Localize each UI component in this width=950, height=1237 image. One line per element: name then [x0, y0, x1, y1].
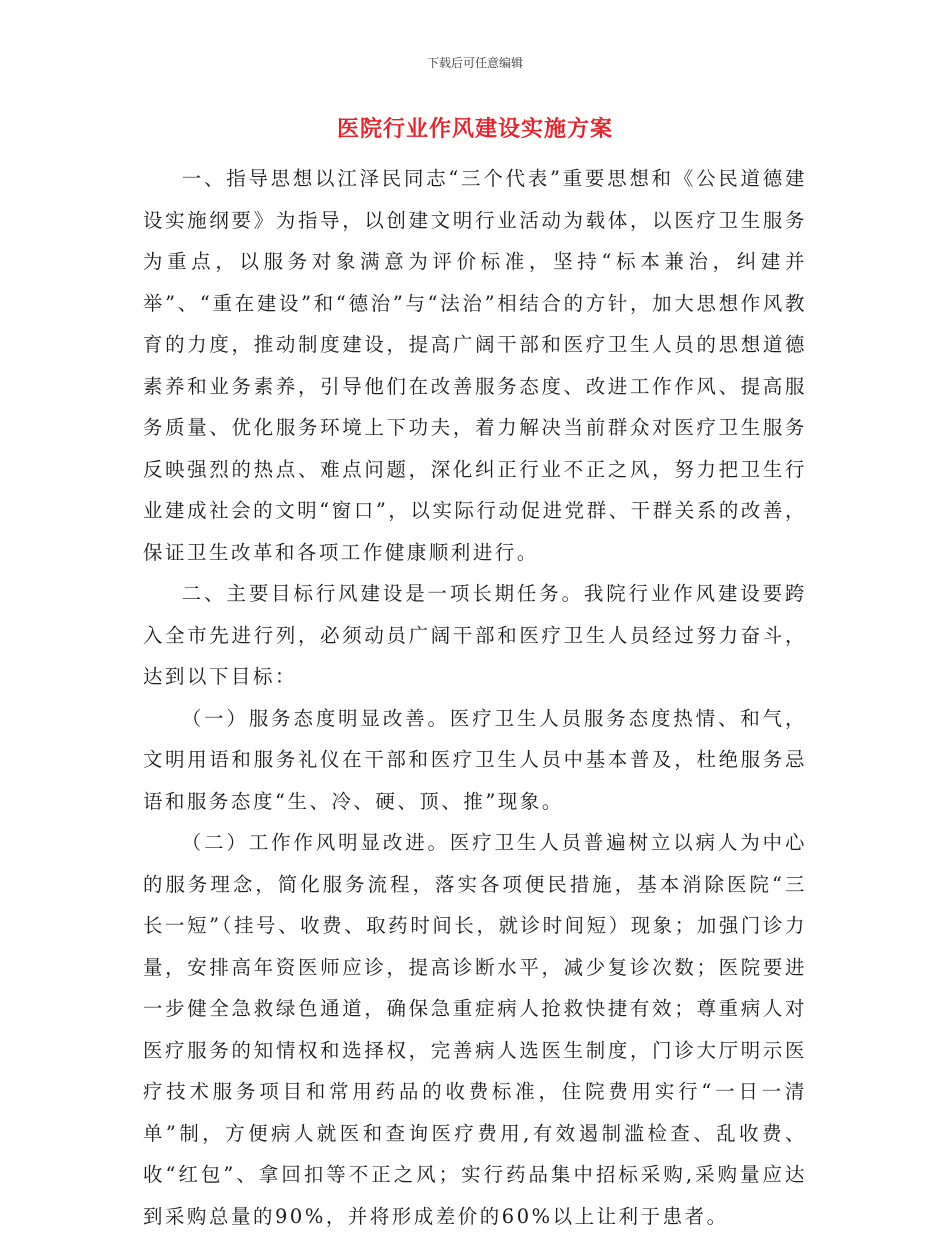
page-header: 下载后可任意编辑: [426, 56, 523, 70]
paragraph-service-attitude: （一）服务态度明显改善。医疗卫生人员服务态度热情、和气，文明用语和服务礼仪在干部和医疗卫生人员中基本普及，杜绝服务忌语和服务态度“生、冷、硬、顶、推”现象。: [143, 706, 807, 813]
paragraph-main-goals: 二、主要目标行风建设是一项长期任务。我院行业作风建设要跨入全市先进行列，必须动员广阔干部和医疗卫生人员经过努力奋斗，达到以下目标：: [143, 582, 807, 688]
paragraph-work-style: （二）工作作风明显改进。医疗卫生人员普遍树立以病人为中心的服务理念，简化服务流程，落实各项便民措施，基本消除医院“三长一短”（挂号、收费、取药时间长，就诊时间短）现象；加强门诊力量，安排高年资医师应诊，提高诊断水平，减少复诊次数；医院要进一步健全急救绿色通道，确保急重症病人抢救快捷有效；尊重病人对医疗服务的知情权和选择权，完善病人选医生制度，门诊大厅明示医疗技术服务项目和常用药品的收费标准，住院费用实行“一日一清单”制，方便病人就医和查询医疗费用,有效遏制滥检查、乱收费、收“红包”、拿回扣等不正之风；实行药品集中招标采购,采购量应达到采购总量的90%，并将形成差价的60%以上让利于患者。: [143, 831, 807, 1228]
document-title: 医院行业作风建设实施方案: [336, 117, 613, 142]
paragraph-guiding-ideology: 一、指导思想以江泽民同志“三个代表”重要思想和《公民道德建设实施纲要》为指导，以创建文明行业活动为载体，以医疗卫生服务为重点，以服务对象满意为评价标准，坚持“标本兼治，纠建并举”、“重在建设”和“德治”与“法治”相结合的方针，加大思想作风教育的力度，推动制度建设，提高广阔干部和医疗卫生人员的思想道德素养和业务素养，引导他们在改善服务态度、改进工作作风、提高服务质量、优化服务环境上下功夫，着力解决当前群众对医疗卫生服务反映强烈的热点、难点问题，深化纠正行业不正之风，努力把卫生行业建成社会的文明“窗口”，以实际行动促进党群、干群关系的改善，保证卫生改革和各项工作健康顺利进行。: [143, 167, 807, 564]
document-body: [143, 158, 807, 1237]
